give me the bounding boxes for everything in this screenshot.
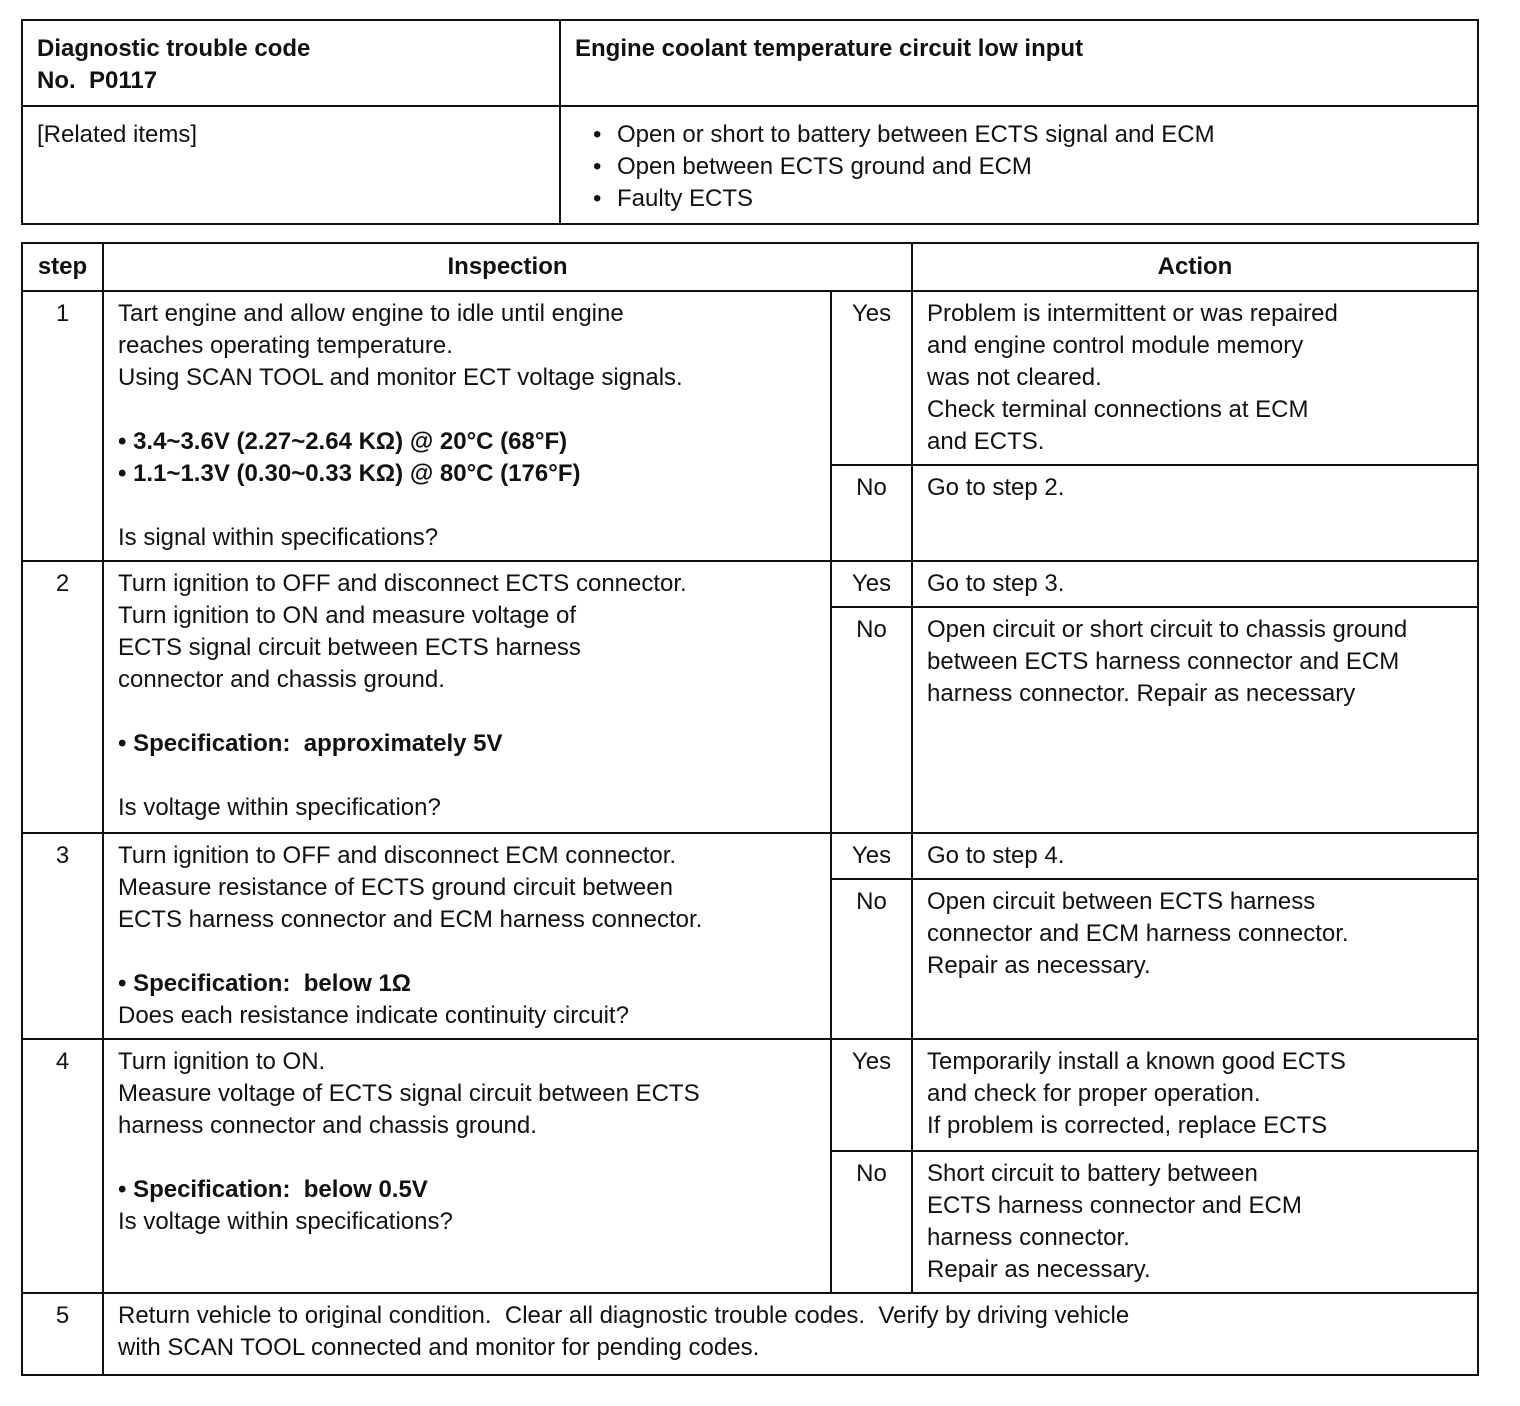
dtc-label-cell — [22, 20, 560, 106]
instruction-line: with SCAN TOOL connected and monitor for pending codes. — [118, 1334, 760, 1361]
diagnostic-steps-table — [21, 242, 1479, 1376]
step-number: 3 — [22, 833, 103, 1039]
inspection-line: Tart engine and allow engine to idle until engine — [118, 300, 624, 327]
step-4-no-action — [912, 1151, 1478, 1293]
step-4-yes-action — [912, 1039, 1478, 1151]
column-header-row — [22, 243, 1478, 291]
yes-label: Yes — [831, 1039, 912, 1151]
action-line: Open circuit or short circuit to chassis ground — [927, 616, 1408, 643]
action-line: harness connector. Repair as necessary — [927, 680, 1356, 707]
action-line: Repair as necessary. — [927, 952, 1151, 979]
action-line: was not cleared. — [927, 364, 1102, 391]
step-2-inspection — [103, 561, 831, 833]
step-number: 4 — [22, 1039, 103, 1293]
step-3-no-action — [912, 879, 1478, 1039]
action-line: Short circuit to battery between — [927, 1160, 1258, 1187]
dtc-row — [22, 20, 1478, 106]
step-1-yes-action — [912, 291, 1478, 465]
action-line: Check terminal connections at ECM — [927, 396, 1309, 423]
action-line: Temporarily install a known good ECTS — [927, 1048, 1346, 1075]
action-line: Go to step 4. — [927, 842, 1065, 869]
related-label: [Related items] — [37, 121, 198, 148]
step-1-yes-row — [22, 291, 1478, 465]
inspection-line: connector and chassis ground. — [118, 666, 445, 693]
action-line: connector and ECM harness connector. — [927, 920, 1349, 947]
no-label: No — [831, 465, 912, 561]
action-line: between ECTS harness connector and ECM — [927, 648, 1400, 675]
step-2-no-action — [912, 607, 1478, 833]
dtc-label-line1: Diagnostic trouble code — [37, 35, 311, 62]
action-line: Problem is intermittent or was repaired — [927, 300, 1338, 327]
yes-label: Yes — [831, 561, 912, 607]
specification-line: • 1.1~1.3V (0.30~0.33 KΩ) @ 80°C (176°F) — [118, 460, 581, 487]
step-number: 5 — [22, 1293, 103, 1375]
specification-line: • Specification: below 1Ω — [118, 970, 412, 997]
action-line: and check for proper operation. — [927, 1080, 1261, 1107]
step-2-yes-row — [22, 561, 1478, 607]
action-line: ECTS harness connector and ECM — [927, 1192, 1302, 1219]
inspection-question: Is voltage within specification? — [118, 794, 441, 821]
inspection-question: Is signal within specifications? — [118, 524, 439, 551]
dtc-label-line2: No. P0117 — [37, 67, 158, 94]
step-1-no-action — [912, 465, 1478, 561]
related-item: • Faulty ECTS — [603, 183, 1463, 215]
dtc-title: Engine coolant temperature circuit low input — [575, 35, 1084, 62]
inspection-line: Turn ignition to ON and measure voltage of — [118, 602, 577, 629]
inspection-line: Measure voltage of ECTS signal circuit between ECTS — [118, 1080, 700, 1107]
no-label: No — [831, 1151, 912, 1293]
specification-line: • Specification: approximately 5V — [118, 730, 503, 757]
inspection-question: Does each resistance indicate continuity circuit? — [118, 1002, 629, 1029]
inspection-question: Is voltage within specifications? — [118, 1208, 453, 1235]
step-column-header: step — [22, 243, 103, 291]
dtc-header-table — [21, 19, 1479, 225]
action-line: and engine control module memory — [927, 332, 1304, 359]
dtc-title-cell — [560, 20, 1478, 106]
step-1-inspection — [103, 291, 831, 561]
step-5-row — [22, 1293, 1478, 1375]
step-4-yes-row — [22, 1039, 1478, 1151]
step-3-yes-action — [912, 833, 1478, 879]
action-line: If problem is corrected, replace ECTS — [927, 1112, 1328, 1139]
inspection-line: ECTS signal circuit between ECTS harness — [118, 634, 581, 661]
yes-label: Yes — [831, 291, 912, 465]
action-line: Open circuit between ECTS harness — [927, 888, 1316, 915]
inspection-line: Turn ignition to OFF and disconnect ECTS connector. — [118, 570, 687, 597]
inspection-column-header: Inspection — [103, 243, 912, 291]
instruction-line: Return vehicle to original condition. Clear all diagnostic trouble codes. Verify by driving vehicle — [118, 1302, 1130, 1329]
inspection-line: reaches operating temperature. — [118, 332, 453, 359]
action-line: Go to step 3. — [927, 570, 1065, 597]
related-items-list — [575, 119, 1463, 215]
specification-line: • 3.4~3.6V (2.27~2.64 KΩ) @ 20°C (68°F) — [118, 428, 568, 455]
inspection-line: Using SCAN TOOL and monitor ECT voltage signals. — [118, 364, 683, 391]
step-number: 2 — [22, 561, 103, 833]
related-row — [22, 106, 1478, 224]
related-label-cell — [22, 106, 560, 224]
related-items-cell — [560, 106, 1478, 224]
step-number: 1 — [22, 291, 103, 561]
inspection-line: harness connector and chassis ground. — [118, 1112, 537, 1139]
step-5-instruction — [103, 1293, 1478, 1375]
step-4-inspection — [103, 1039, 831, 1293]
inspection-line: Turn ignition to ON. — [118, 1048, 326, 1075]
no-label: No — [831, 879, 912, 1039]
step-3-yes-row — [22, 833, 1478, 879]
action-line: and ECTS. — [927, 428, 1045, 455]
inspection-line: Turn ignition to OFF and disconnect ECM connector. — [118, 842, 677, 869]
action-line: harness connector. — [927, 1224, 1130, 1251]
yes-label: Yes — [831, 833, 912, 879]
related-item: • Open between ECTS ground and ECM — [603, 151, 1463, 183]
inspection-line: ECTS harness connector and ECM harness connector. — [118, 906, 703, 933]
step-2-yes-action — [912, 561, 1478, 607]
action-line: Go to step 2. — [927, 474, 1065, 501]
specification-line: • Specification: below 0.5V — [118, 1176, 428, 1203]
action-column-header: Action — [912, 243, 1478, 291]
no-label: No — [831, 607, 912, 833]
action-line: Repair as necessary. — [927, 1256, 1151, 1283]
step-3-inspection — [103, 833, 831, 1039]
related-item: • Open or short to battery between ECTS signal and ECM — [603, 119, 1463, 151]
inspection-line: Measure resistance of ECTS ground circuit between — [118, 874, 673, 901]
